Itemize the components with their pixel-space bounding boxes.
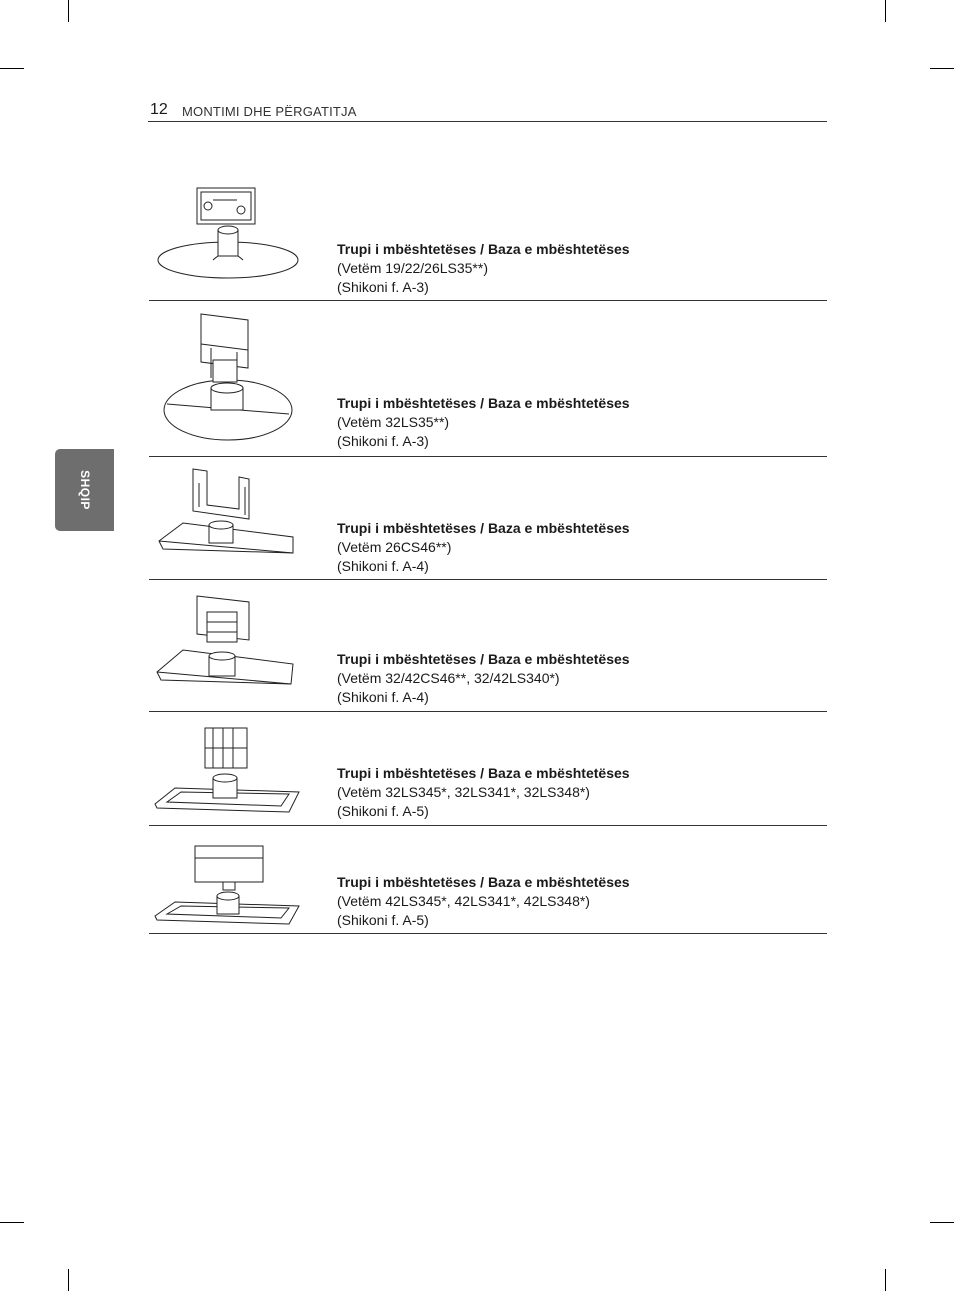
- stand-item-2: [149, 308, 827, 457]
- item-reference: (Shikoni f. A-4): [337, 689, 429, 705]
- item-title: Trupi i mbështetëses / Baza e mbështetëses: [337, 765, 630, 781]
- stand-item-1: [149, 182, 827, 301]
- item-title: Trupi i mbështetëses / Baza e mbështetëses: [337, 395, 630, 411]
- item-reference: (Shikoni f. A-4): [337, 558, 429, 574]
- stand-body-rectangular-base-icon: [153, 590, 303, 700]
- item-models: (Vetëm 32LS35**): [337, 414, 450, 430]
- item-reference: (Shikoni f. A-3): [337, 279, 429, 295]
- item-reference: (Shikoni f. A-5): [337, 912, 429, 928]
- language-tab: [55, 449, 114, 531]
- item-reference: (Shikoni f. A-5): [337, 803, 429, 819]
- language-tab-label: SHQIP: [77, 470, 92, 510]
- item-title: Trupi i mbështetëses / Baza e mbështetëses: [337, 874, 630, 890]
- item-title: Trupi i mbështetëses / Baza e mbështetëses: [337, 520, 630, 536]
- stand-body-oval-base-icon: [153, 182, 303, 292]
- crop-mark: [885, 0, 886, 22]
- item-title: Trupi i mbështetëses / Baza e mbështetëses: [337, 651, 630, 667]
- stand-body-flat-base-icon: [153, 834, 303, 930]
- page-number: 12: [150, 101, 168, 118]
- crop-mark: [885, 1269, 886, 1291]
- item-title: Trupi i mbështetëses / Baza e mbështetëses: [337, 241, 630, 257]
- stand-body-flat-base-icon: [153, 722, 303, 822]
- item-models: (Vetëm 42LS345*, 42LS341*, 42LS348*): [337, 893, 590, 909]
- crop-mark: [68, 0, 69, 22]
- crop-mark: [0, 1222, 24, 1223]
- item-models: (Vetëm 32LS345*, 32LS341*, 32LS348*): [337, 784, 590, 800]
- item-models: (Vetëm 19/22/26LS35**): [337, 260, 488, 276]
- stand-body-rectangular-base-icon: [153, 463, 303, 573]
- stand-item-4: [149, 590, 827, 712]
- crop-mark: [930, 1222, 954, 1223]
- stand-item-5: [149, 722, 827, 826]
- crop-mark: [930, 68, 954, 69]
- item-reference: (Shikoni f. A-3): [337, 433, 429, 449]
- item-models: (Vetëm 26CS46**): [337, 539, 452, 555]
- crop-mark: [68, 1269, 69, 1291]
- page-header: [148, 101, 827, 122]
- stand-item-3: [149, 463, 827, 580]
- section-title: MONTIMI DHE PËRGATITJA: [182, 104, 357, 119]
- item-models: (Vetëm 32/42CS46**, 32/42LS340*): [337, 670, 560, 686]
- stand-item-6: [149, 834, 827, 934]
- crop-mark: [0, 68, 24, 69]
- stand-body-round-base-icon: [153, 308, 303, 448]
